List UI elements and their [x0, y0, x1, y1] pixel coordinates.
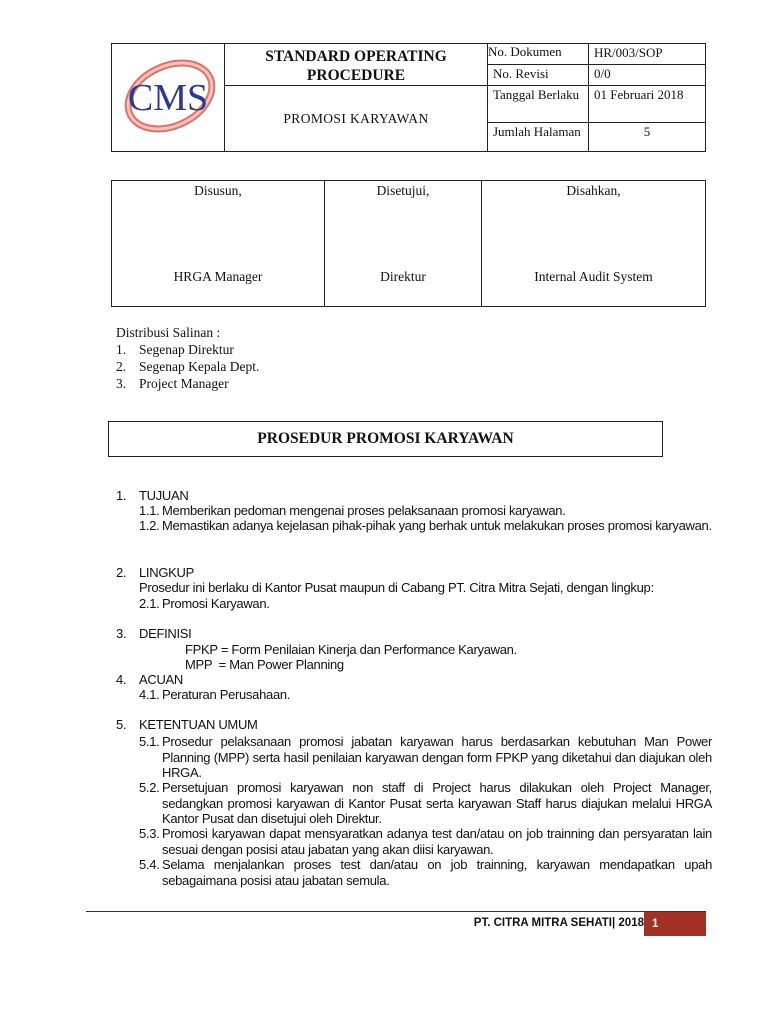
item-text: Promosi karyawan dapat mensyaratkan adanya test dan/atau on job trainning dan persyaratan lain sesuai dengan posisi atau jabatan yang akan diisi karyawan.	[162, 826, 712, 857]
section-number: 3.	[116, 626, 127, 641]
item-text: Persetujuan promosi karyawan non staff di Project harus dilakukan oleh Project Manager, sedangkan promosi karyawan di Kantor Pusat serta karyawan Staff harus diajukan melalui HRGA Kantor Pusat dan disetujui oleh Direktur.	[162, 780, 712, 826]
approval-cell	[112, 181, 325, 307]
approval-role: HRGA Manager	[173, 269, 263, 284]
item-number: 5.4.	[139, 857, 160, 872]
section-number: 2.	[116, 565, 127, 580]
distribution-heading: Distribusi Salinan :	[116, 325, 221, 340]
item-text: Peraturan Perusahaan.	[162, 687, 291, 702]
document-header	[111, 43, 706, 152]
footer-company: PT. CITRA MITRA SEHATI| 2018	[473, 917, 644, 929]
document-title: PROSEDUR PROMOSI KARYAWAN	[108, 421, 663, 457]
approval-cell	[482, 181, 706, 307]
list-item: 2. Segenap Kepala Dept.	[116, 359, 260, 374]
section-title: KETENTUAN UMUM	[139, 717, 258, 732]
meta-label: No. Dokumen	[488, 44, 589, 65]
section-title: DEFINISI	[139, 626, 192, 641]
cms-logo-icon	[112, 44, 224, 146]
meta-label: No. Revisi	[488, 65, 589, 86]
item-text: Promosi Karyawan.	[162, 596, 270, 611]
definition-item: MPP = Man Power Planning	[185, 657, 344, 672]
item-number: 1.2.	[139, 518, 160, 533]
meta-label: Jumlah Halaman	[488, 123, 589, 152]
sop-title: STANDARD OPERATING PROCEDURE	[265, 48, 447, 84]
item-text: Selama menjalankan proses test dan/atau on job trainning, karyawan mendapatkan upah sebagaimana posisi atau jabatan semula.	[162, 857, 712, 888]
item-number: 5.2.	[139, 780, 160, 795]
approval-role: Internal Audit System	[534, 269, 653, 284]
item-number: 1.1.	[139, 503, 160, 518]
meta-value: 5	[589, 123, 706, 152]
approval-label: Disetujui,	[376, 183, 430, 198]
approval-label: Disusun,	[194, 183, 242, 198]
section-number: 5.	[116, 717, 127, 732]
footer-divider	[86, 911, 706, 912]
item-number: 5.1.	[139, 734, 160, 749]
item-text: Prosedur pelaksanaan promosi jabatan karyawan harus berdasarkan kebutuhan Man Power Planning (MPP) serta hasil penilaian karyawan dengan form FPKP yang diketahui dan diajukan oleh HRGA.	[162, 734, 712, 780]
item-number: 4.1.	[139, 687, 160, 702]
meta-value: HR/003/SOP	[589, 44, 706, 65]
item-number: 2.1.	[139, 596, 160, 611]
section-number: 1.	[116, 488, 127, 503]
approval-role: Direktur	[380, 269, 426, 284]
approval-cell	[325, 181, 482, 307]
definition-item: FPKP = Form Penilaian Kinerja dan Performance Karyawan.	[185, 642, 517, 657]
item-text: Memastikan adanya kejelasan pihak-pihak yang berhak untuk melakukan proses promosi karyawan.	[162, 518, 712, 533]
logo-text: CMS	[127, 77, 209, 119]
section-title: TUJUAN	[139, 488, 189, 503]
sop-subtitle-cell	[225, 86, 488, 152]
meta-label: Tanggal Berlaku	[488, 86, 589, 123]
meta-value: 0/0	[589, 65, 706, 86]
section-intro: Prosedur ini berlaku di Kantor Pusat maupun di Cabang PT. Citra Mitra Sejati, dengan lingkup:	[139, 580, 654, 595]
list-item: 1. Segenap Direktur	[116, 342, 234, 357]
sop-title-cell	[225, 44, 488, 86]
meta-value: 01 Februari 2018	[589, 86, 706, 123]
approval-label: Disahkan,	[566, 183, 621, 198]
distribution-list	[116, 341, 416, 392]
item-number: 5.3.	[139, 826, 160, 841]
sop-subtitle: PROMOSI KARYAWAN	[283, 110, 429, 126]
approval-table	[111, 180, 706, 307]
section-number: 4.	[116, 672, 127, 687]
section-title: LINGKUP	[139, 565, 194, 580]
section-title: ACUAN	[139, 672, 184, 687]
list-item: 3. Project Manager	[116, 376, 229, 391]
logo-cell	[112, 44, 225, 152]
company-logo	[112, 44, 224, 146]
page-number: 1	[644, 912, 706, 936]
item-text: Memberikan pedoman mengenai proses pelaksanaan promosi karyawan.	[162, 503, 566, 518]
